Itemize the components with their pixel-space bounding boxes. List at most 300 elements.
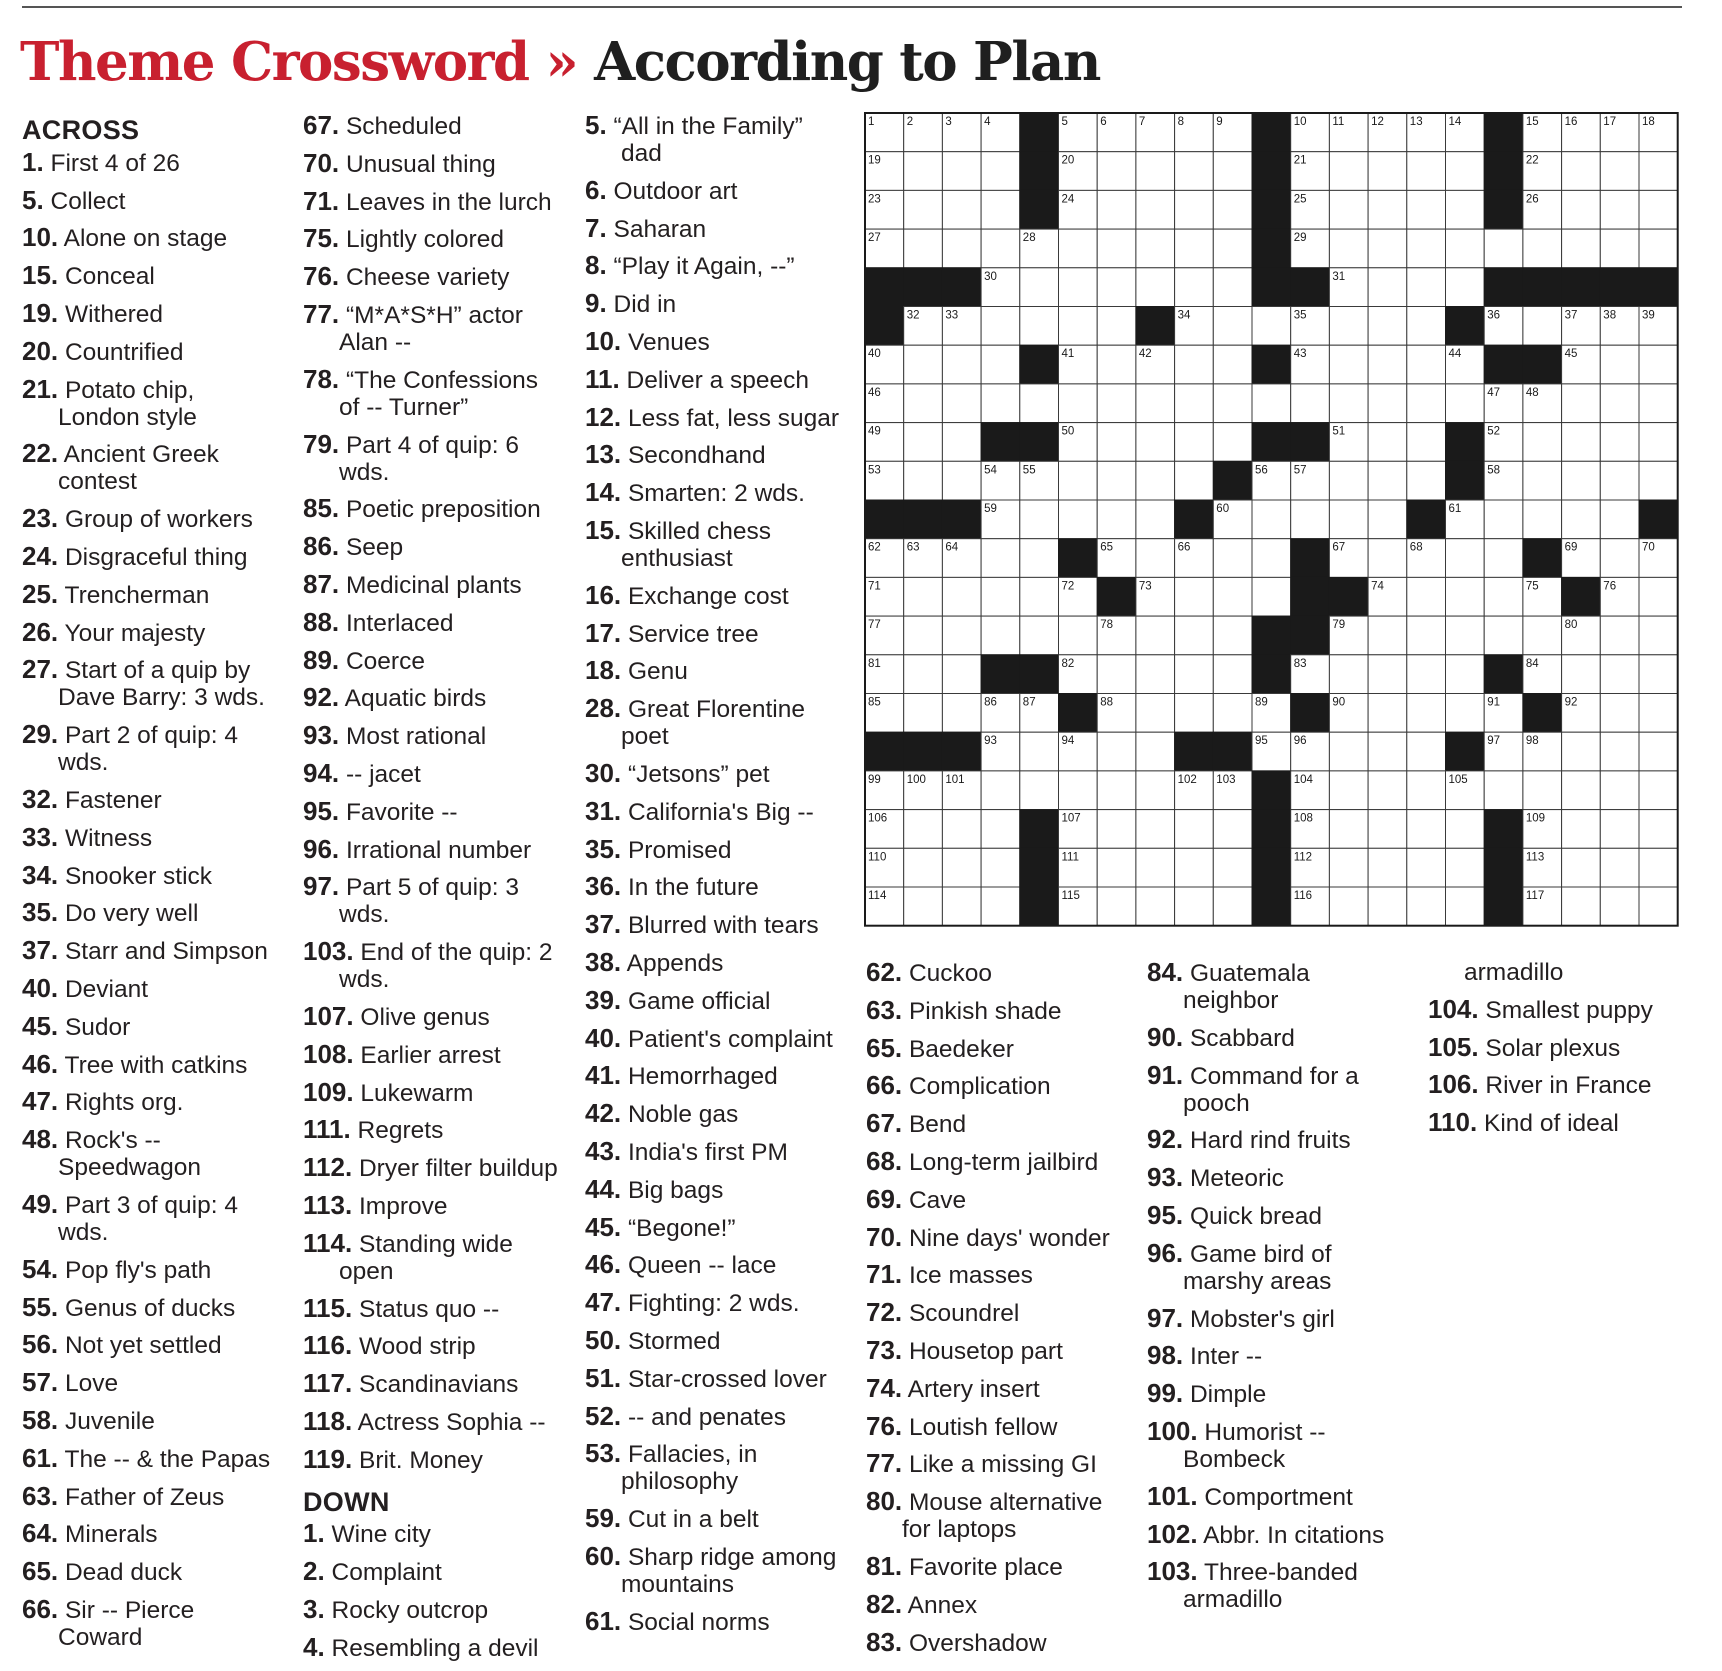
answer-cell[interactable] [1329, 810, 1368, 849]
answer-cell[interactable] [1639, 423, 1678, 462]
answer-cell[interactable] [1329, 732, 1368, 771]
answer-cell[interactable] [1446, 268, 1485, 307]
answer-cell[interactable] [981, 152, 1020, 191]
answer-cell[interactable] [1097, 771, 1136, 810]
answer-cell[interactable] [1059, 771, 1098, 810]
answer-cell[interactable] [1407, 771, 1446, 810]
answer-cell[interactable] [981, 887, 1020, 926]
answer-cell[interactable] [1213, 810, 1252, 849]
answer-cell[interactable] [904, 152, 943, 191]
answer-cell[interactable] [1136, 771, 1175, 810]
answer-cell[interactable] [1136, 810, 1175, 849]
answer-cell[interactable] [1446, 887, 1485, 926]
clue-text: Social norms [627, 1608, 770, 1636]
answer-cell[interactable] [942, 229, 981, 268]
answer-cell[interactable] [1639, 655, 1678, 694]
answer-cell[interactable] [1136, 539, 1175, 578]
down-clue-63 [866, 994, 1128, 1025]
answer-cell[interactable] [1097, 307, 1136, 346]
answer-cell[interactable] [1213, 694, 1252, 733]
answer-cell[interactable] [1562, 771, 1601, 810]
answer-cell[interactable] [1329, 848, 1368, 887]
answer-cell[interactable] [1329, 190, 1368, 229]
across-clue-64 [22, 1520, 280, 1548]
answer-cell[interactable] [1136, 461, 1175, 500]
answer-cell[interactable] [1639, 345, 1678, 384]
answer-cell[interactable] [1213, 655, 1252, 694]
answer-cell[interactable] [1213, 307, 1252, 346]
clue-text: Overshadow [908, 1629, 1047, 1657]
answer-cell[interactable] [1059, 268, 1098, 307]
answer-cell[interactable] [1407, 190, 1446, 229]
answer-cell[interactable] [1600, 500, 1639, 539]
answer-cell[interactable] [1600, 229, 1639, 268]
cell-number: 55 [1022, 464, 1036, 477]
answer-cell[interactable] [1213, 887, 1252, 926]
block-cell [981, 423, 1020, 462]
answer-cell[interactable] [981, 577, 1020, 616]
answer-cell[interactable] [1329, 345, 1368, 384]
down-clue-38 [585, 946, 847, 977]
answer-cell[interactable] [1562, 732, 1601, 771]
answer-cell[interactable] [1600, 810, 1639, 849]
answer-cell[interactable] [942, 461, 981, 500]
answer-cell[interactable] [1600, 190, 1639, 229]
answer-cell[interactable] [1523, 500, 1562, 539]
answer-cell[interactable] [1329, 655, 1368, 694]
answer-cell[interactable] [1446, 848, 1485, 887]
answer-cell[interactable] [1329, 461, 1368, 500]
answer-cell[interactable] [981, 616, 1020, 655]
answer-cell[interactable] [1097, 423, 1136, 462]
answer-cell[interactable] [1097, 384, 1136, 423]
clue-number: 78. [303, 363, 340, 394]
answer-cell[interactable] [942, 616, 981, 655]
answer-cell[interactable] [1097, 268, 1136, 307]
answer-cell[interactable] [1368, 229, 1407, 268]
answer-cell[interactable] [1407, 810, 1446, 849]
clue-number: 93. [303, 720, 340, 751]
answer-cell[interactable] [1020, 539, 1059, 578]
answer-cell[interactable] [1175, 461, 1214, 500]
answer-cell[interactable] [1213, 577, 1252, 616]
answer-cell[interactable] [1175, 423, 1214, 462]
answer-cell[interactable] [1562, 461, 1601, 500]
answer-cell[interactable] [1329, 500, 1368, 539]
answer-cell[interactable] [1600, 384, 1639, 423]
answer-cell[interactable] [1175, 229, 1214, 268]
answer-cell[interactable] [1097, 810, 1136, 849]
answer-cell[interactable] [904, 694, 943, 733]
answer-cell[interactable] [1368, 345, 1407, 384]
answer-cell[interactable] [1446, 229, 1485, 268]
answer-cell[interactable] [1523, 771, 1562, 810]
answer-cell[interactable] [1368, 500, 1407, 539]
answer-cell[interactable] [1407, 848, 1446, 887]
clue-text: Wood strip [358, 1333, 476, 1361]
answer-cell[interactable] [942, 152, 981, 191]
answer-cell[interactable] [904, 423, 943, 462]
answer-cell[interactable] [1020, 732, 1059, 771]
clue-column-5 [1147, 959, 1409, 1623]
answer-cell[interactable] [1059, 461, 1098, 500]
answer-cell[interactable] [942, 694, 981, 733]
answer-cell[interactable] [1368, 732, 1407, 771]
answer-cell[interactable] [1213, 152, 1252, 191]
answer-cell[interactable] [1291, 500, 1330, 539]
answer-cell[interactable] [1213, 229, 1252, 268]
clue-text: Inter -- [1189, 1343, 1263, 1371]
answer-cell[interactable] [1639, 616, 1678, 655]
clue-number: 5. [585, 110, 607, 140]
answer-cell[interactable] [1329, 229, 1368, 268]
answer-cell[interactable] [1600, 461, 1639, 500]
answer-cell[interactable] [1175, 810, 1214, 849]
answer-cell[interactable] [1175, 577, 1214, 616]
cell-number: 83 [1293, 657, 1307, 670]
answer-cell[interactable] [1368, 539, 1407, 578]
clue-number: 119. [303, 1443, 353, 1474]
answer-cell[interactable] [1097, 190, 1136, 229]
answer-cell[interactable] [904, 345, 943, 384]
answer-cell[interactable] [1329, 771, 1368, 810]
answer-cell[interactable] [1175, 152, 1214, 191]
answer-cell[interactable] [1639, 694, 1678, 733]
answer-cell[interactable] [1252, 384, 1291, 423]
clue-number: 19. [22, 297, 59, 328]
answer-cell[interactable] [1329, 887, 1368, 926]
answer-cell[interactable] [1097, 887, 1136, 926]
answer-cell[interactable] [1136, 887, 1175, 926]
answer-cell[interactable] [1175, 887, 1214, 926]
answer-cell[interactable] [1136, 190, 1175, 229]
clue-number: 40. [585, 1022, 622, 1053]
answer-cell[interactable] [1213, 848, 1252, 887]
answer-cell[interactable] [1446, 810, 1485, 849]
answer-cell[interactable] [1639, 577, 1678, 616]
down-clue-82 [866, 1588, 1128, 1619]
cell-number: 72 [1061, 580, 1075, 593]
answer-cell[interactable] [1368, 655, 1407, 694]
answer-cell[interactable] [1252, 539, 1291, 578]
clue-text: Mouse alternative for laptops [902, 1489, 1103, 1544]
answer-cell[interactable] [1059, 500, 1098, 539]
answer-cell[interactable] [1059, 384, 1098, 423]
answer-cell[interactable] [1562, 190, 1601, 229]
answer-cell[interactable] [1097, 229, 1136, 268]
answer-cell[interactable] [981, 190, 1020, 229]
answer-cell[interactable] [1562, 384, 1601, 423]
answer-cell[interactable] [1523, 229, 1562, 268]
answer-cell[interactable] [1136, 848, 1175, 887]
answer-cell[interactable] [942, 190, 981, 229]
answer-cell[interactable] [1407, 307, 1446, 346]
answer-cell[interactable] [1639, 461, 1678, 500]
clue-text: Your majesty [64, 619, 206, 647]
answer-cell[interactable] [1523, 461, 1562, 500]
answer-cell[interactable] [1562, 423, 1601, 462]
answer-cell[interactable] [981, 345, 1020, 384]
answer-cell[interactable] [1600, 771, 1639, 810]
answer-cell[interactable] [1368, 307, 1407, 346]
answer-cell[interactable] [981, 307, 1020, 346]
answer-cell[interactable] [904, 848, 943, 887]
answer-cell[interactable] [1136, 616, 1175, 655]
answer-cell[interactable] [1097, 500, 1136, 539]
answer-cell[interactable] [942, 887, 981, 926]
answer-cell[interactable] [1600, 848, 1639, 887]
answer-cell[interactable] [1175, 848, 1214, 887]
across-clue-29 [22, 721, 280, 776]
answer-cell[interactable] [1020, 771, 1059, 810]
answer-cell[interactable] [1639, 229, 1678, 268]
answer-cell[interactable] [981, 810, 1020, 849]
clue-text: Ancient Greek contest [58, 441, 219, 496]
answer-cell[interactable] [1562, 848, 1601, 887]
answer-cell[interactable] [1484, 771, 1523, 810]
clue-text: Blurred with tears [627, 912, 819, 940]
answer-cell[interactable] [1368, 423, 1407, 462]
answer-cell[interactable] [981, 384, 1020, 423]
answer-cell[interactable] [1059, 229, 1098, 268]
answer-cell[interactable] [904, 461, 943, 500]
answer-cell[interactable] [1136, 732, 1175, 771]
answer-cell[interactable] [904, 190, 943, 229]
answer-cell[interactable] [1562, 887, 1601, 926]
answer-cell[interactable] [1097, 655, 1136, 694]
answer-cell[interactable] [1600, 616, 1639, 655]
answer-cell[interactable] [1368, 190, 1407, 229]
answer-cell[interactable] [1291, 384, 1330, 423]
answer-cell[interactable] [904, 577, 943, 616]
answer-cell[interactable] [981, 848, 1020, 887]
answer-cell[interactable] [1175, 384, 1214, 423]
answer-cell[interactable] [1407, 655, 1446, 694]
answer-cell[interactable] [981, 771, 1020, 810]
answer-cell[interactable] [1097, 732, 1136, 771]
block-cell [865, 500, 904, 539]
answer-cell[interactable] [1329, 152, 1368, 191]
answer-cell[interactable] [1407, 732, 1446, 771]
answer-cell[interactable] [1252, 500, 1291, 539]
answer-cell[interactable] [1484, 500, 1523, 539]
answer-cell[interactable] [1368, 810, 1407, 849]
clue-text: Earlier arrest [360, 1041, 501, 1069]
answer-cell[interactable] [1407, 345, 1446, 384]
answer-cell[interactable] [1446, 577, 1485, 616]
answer-cell[interactable] [1639, 771, 1678, 810]
answer-cell[interactable] [1446, 539, 1485, 578]
across-clue-109 [303, 1076, 565, 1107]
answer-cell[interactable] [1213, 268, 1252, 307]
answer-cell[interactable] [1407, 694, 1446, 733]
answer-cell[interactable] [1213, 423, 1252, 462]
answer-cell[interactable] [1562, 500, 1601, 539]
block-cell [942, 500, 981, 539]
answer-cell[interactable] [1639, 732, 1678, 771]
answer-cell[interactable] [1368, 616, 1407, 655]
answer-cell[interactable] [942, 655, 981, 694]
answer-cell[interactable] [904, 655, 943, 694]
answer-cell[interactable] [1136, 152, 1175, 191]
answer-cell[interactable] [1020, 577, 1059, 616]
clue-text: Rocky outcrop [331, 1596, 489, 1624]
answer-cell[interactable] [1407, 616, 1446, 655]
answer-cell[interactable] [1175, 268, 1214, 307]
answer-cell[interactable] [1213, 190, 1252, 229]
answer-cell[interactable] [1523, 616, 1562, 655]
answer-cell[interactable] [1368, 771, 1407, 810]
answer-cell[interactable] [1368, 384, 1407, 423]
block-cell [1020, 887, 1059, 926]
answer-cell[interactable] [1097, 848, 1136, 887]
answer-cell[interactable] [1136, 655, 1175, 694]
answer-cell[interactable] [904, 384, 943, 423]
answer-cell[interactable] [1175, 616, 1214, 655]
answer-cell[interactable] [1407, 384, 1446, 423]
answer-cell[interactable] [1368, 461, 1407, 500]
answer-cell[interactable] [1252, 577, 1291, 616]
answer-cell[interactable] [1368, 887, 1407, 926]
answer-cell[interactable] [942, 848, 981, 887]
answer-cell[interactable] [904, 616, 943, 655]
answer-cell[interactable] [1600, 152, 1639, 191]
answer-cell[interactable] [1059, 307, 1098, 346]
answer-cell[interactable] [1407, 577, 1446, 616]
answer-cell[interactable] [1407, 887, 1446, 926]
answer-cell[interactable] [1600, 732, 1639, 771]
answer-cell[interactable] [1213, 345, 1252, 384]
answer-cell[interactable] [1213, 616, 1252, 655]
answer-cell[interactable] [1097, 152, 1136, 191]
answer-cell[interactable] [1600, 539, 1639, 578]
answer-cell[interactable] [1175, 694, 1214, 733]
down-clue-47 [585, 1289, 847, 1317]
answer-cell[interactable] [1368, 152, 1407, 191]
answer-cell[interactable] [1059, 616, 1098, 655]
cell-number: 89 [1255, 696, 1268, 709]
answer-cell[interactable] [1600, 887, 1639, 926]
answer-cell[interactable] [1136, 423, 1175, 462]
answer-cell[interactable] [942, 577, 981, 616]
answer-cell[interactable] [1600, 345, 1639, 384]
answer-cell[interactable] [1639, 152, 1678, 191]
answer-cell[interactable] [904, 810, 943, 849]
answer-cell[interactable] [1368, 694, 1407, 733]
block-cell [1523, 268, 1562, 307]
clue-text: Leaves in the lurch [345, 188, 552, 216]
answer-cell[interactable] [942, 345, 981, 384]
answer-cell[interactable] [1600, 655, 1639, 694]
answer-cell[interactable] [1329, 307, 1368, 346]
answer-cell[interactable] [904, 229, 943, 268]
answer-cell[interactable] [981, 539, 1020, 578]
down-clue-61 [585, 1605, 847, 1636]
clue-number: 1. [303, 1518, 325, 1549]
answer-cell[interactable] [1523, 307, 1562, 346]
answer-cell[interactable] [1368, 268, 1407, 307]
answer-cell[interactable] [1175, 655, 1214, 694]
answer-cell[interactable] [1368, 848, 1407, 887]
answer-cell[interactable] [1407, 229, 1446, 268]
answer-cell[interactable] [1639, 810, 1678, 849]
answer-cell[interactable] [1136, 268, 1175, 307]
answer-cell[interactable] [1020, 307, 1059, 346]
answer-cell[interactable] [1020, 268, 1059, 307]
answer-cell[interactable] [1562, 152, 1601, 191]
answer-cell[interactable] [1639, 848, 1678, 887]
answer-cell[interactable] [1446, 616, 1485, 655]
clue-text: Star-crossed lover [627, 1365, 827, 1393]
answer-cell[interactable] [1562, 229, 1601, 268]
answer-cell[interactable] [1136, 229, 1175, 268]
answer-cell[interactable] [1600, 694, 1639, 733]
answer-cell[interactable] [1484, 229, 1523, 268]
answer-cell[interactable] [1484, 577, 1523, 616]
answer-cell[interactable] [942, 384, 981, 423]
answer-cell[interactable] [1175, 190, 1214, 229]
answer-cell[interactable] [1252, 307, 1291, 346]
across-clue-85 [303, 495, 565, 523]
answer-cell[interactable] [1213, 384, 1252, 423]
answer-cell[interactable] [1213, 539, 1252, 578]
answer-cell[interactable] [1523, 423, 1562, 462]
across-clue-79 [303, 428, 565, 486]
answer-cell[interactable] [1562, 655, 1601, 694]
answer-cell[interactable] [1175, 345, 1214, 384]
answer-cell[interactable] [1407, 423, 1446, 462]
clue-text: Annex [907, 1591, 978, 1619]
answer-cell[interactable] [1136, 384, 1175, 423]
answer-cell[interactable] [1329, 384, 1368, 423]
answer-cell[interactable] [1446, 384, 1485, 423]
answer-cell[interactable] [1484, 616, 1523, 655]
clue-number: 81. [866, 1550, 903, 1581]
answer-cell[interactable] [904, 887, 943, 926]
answer-cell[interactable] [981, 229, 1020, 268]
block-cell [1446, 423, 1485, 462]
answer-cell[interactable] [942, 810, 981, 849]
answer-cell[interactable] [1639, 887, 1678, 926]
cell-number: 56 [1255, 464, 1268, 477]
answer-cell[interactable] [1446, 190, 1485, 229]
answer-cell[interactable] [942, 423, 981, 462]
answer-cell[interactable] [1020, 500, 1059, 539]
answer-cell[interactable] [1562, 810, 1601, 849]
answer-cell[interactable] [1136, 500, 1175, 539]
answer-cell[interactable] [1446, 152, 1485, 191]
answer-cell[interactable] [1446, 694, 1485, 733]
answer-cell[interactable] [1407, 461, 1446, 500]
across-clue-26 [22, 616, 280, 647]
answer-cell[interactable] [1484, 539, 1523, 578]
cell-number: 90 [1332, 696, 1346, 709]
answer-cell[interactable] [1446, 655, 1485, 694]
clue-number: 41. [585, 1060, 622, 1091]
down-clue-59 [585, 1505, 847, 1533]
answer-cell[interactable] [1097, 345, 1136, 384]
answer-cell[interactable] [1136, 694, 1175, 733]
answer-cell[interactable] [1600, 423, 1639, 462]
answer-cell[interactable] [1639, 190, 1678, 229]
down-clue-6 [585, 174, 847, 205]
answer-cell[interactable] [1407, 152, 1446, 191]
answer-cell[interactable] [1020, 616, 1059, 655]
answer-cell[interactable] [1020, 384, 1059, 423]
answer-cell[interactable] [1097, 461, 1136, 500]
answer-cell[interactable] [1639, 384, 1678, 423]
answer-cell[interactable] [1407, 268, 1446, 307]
